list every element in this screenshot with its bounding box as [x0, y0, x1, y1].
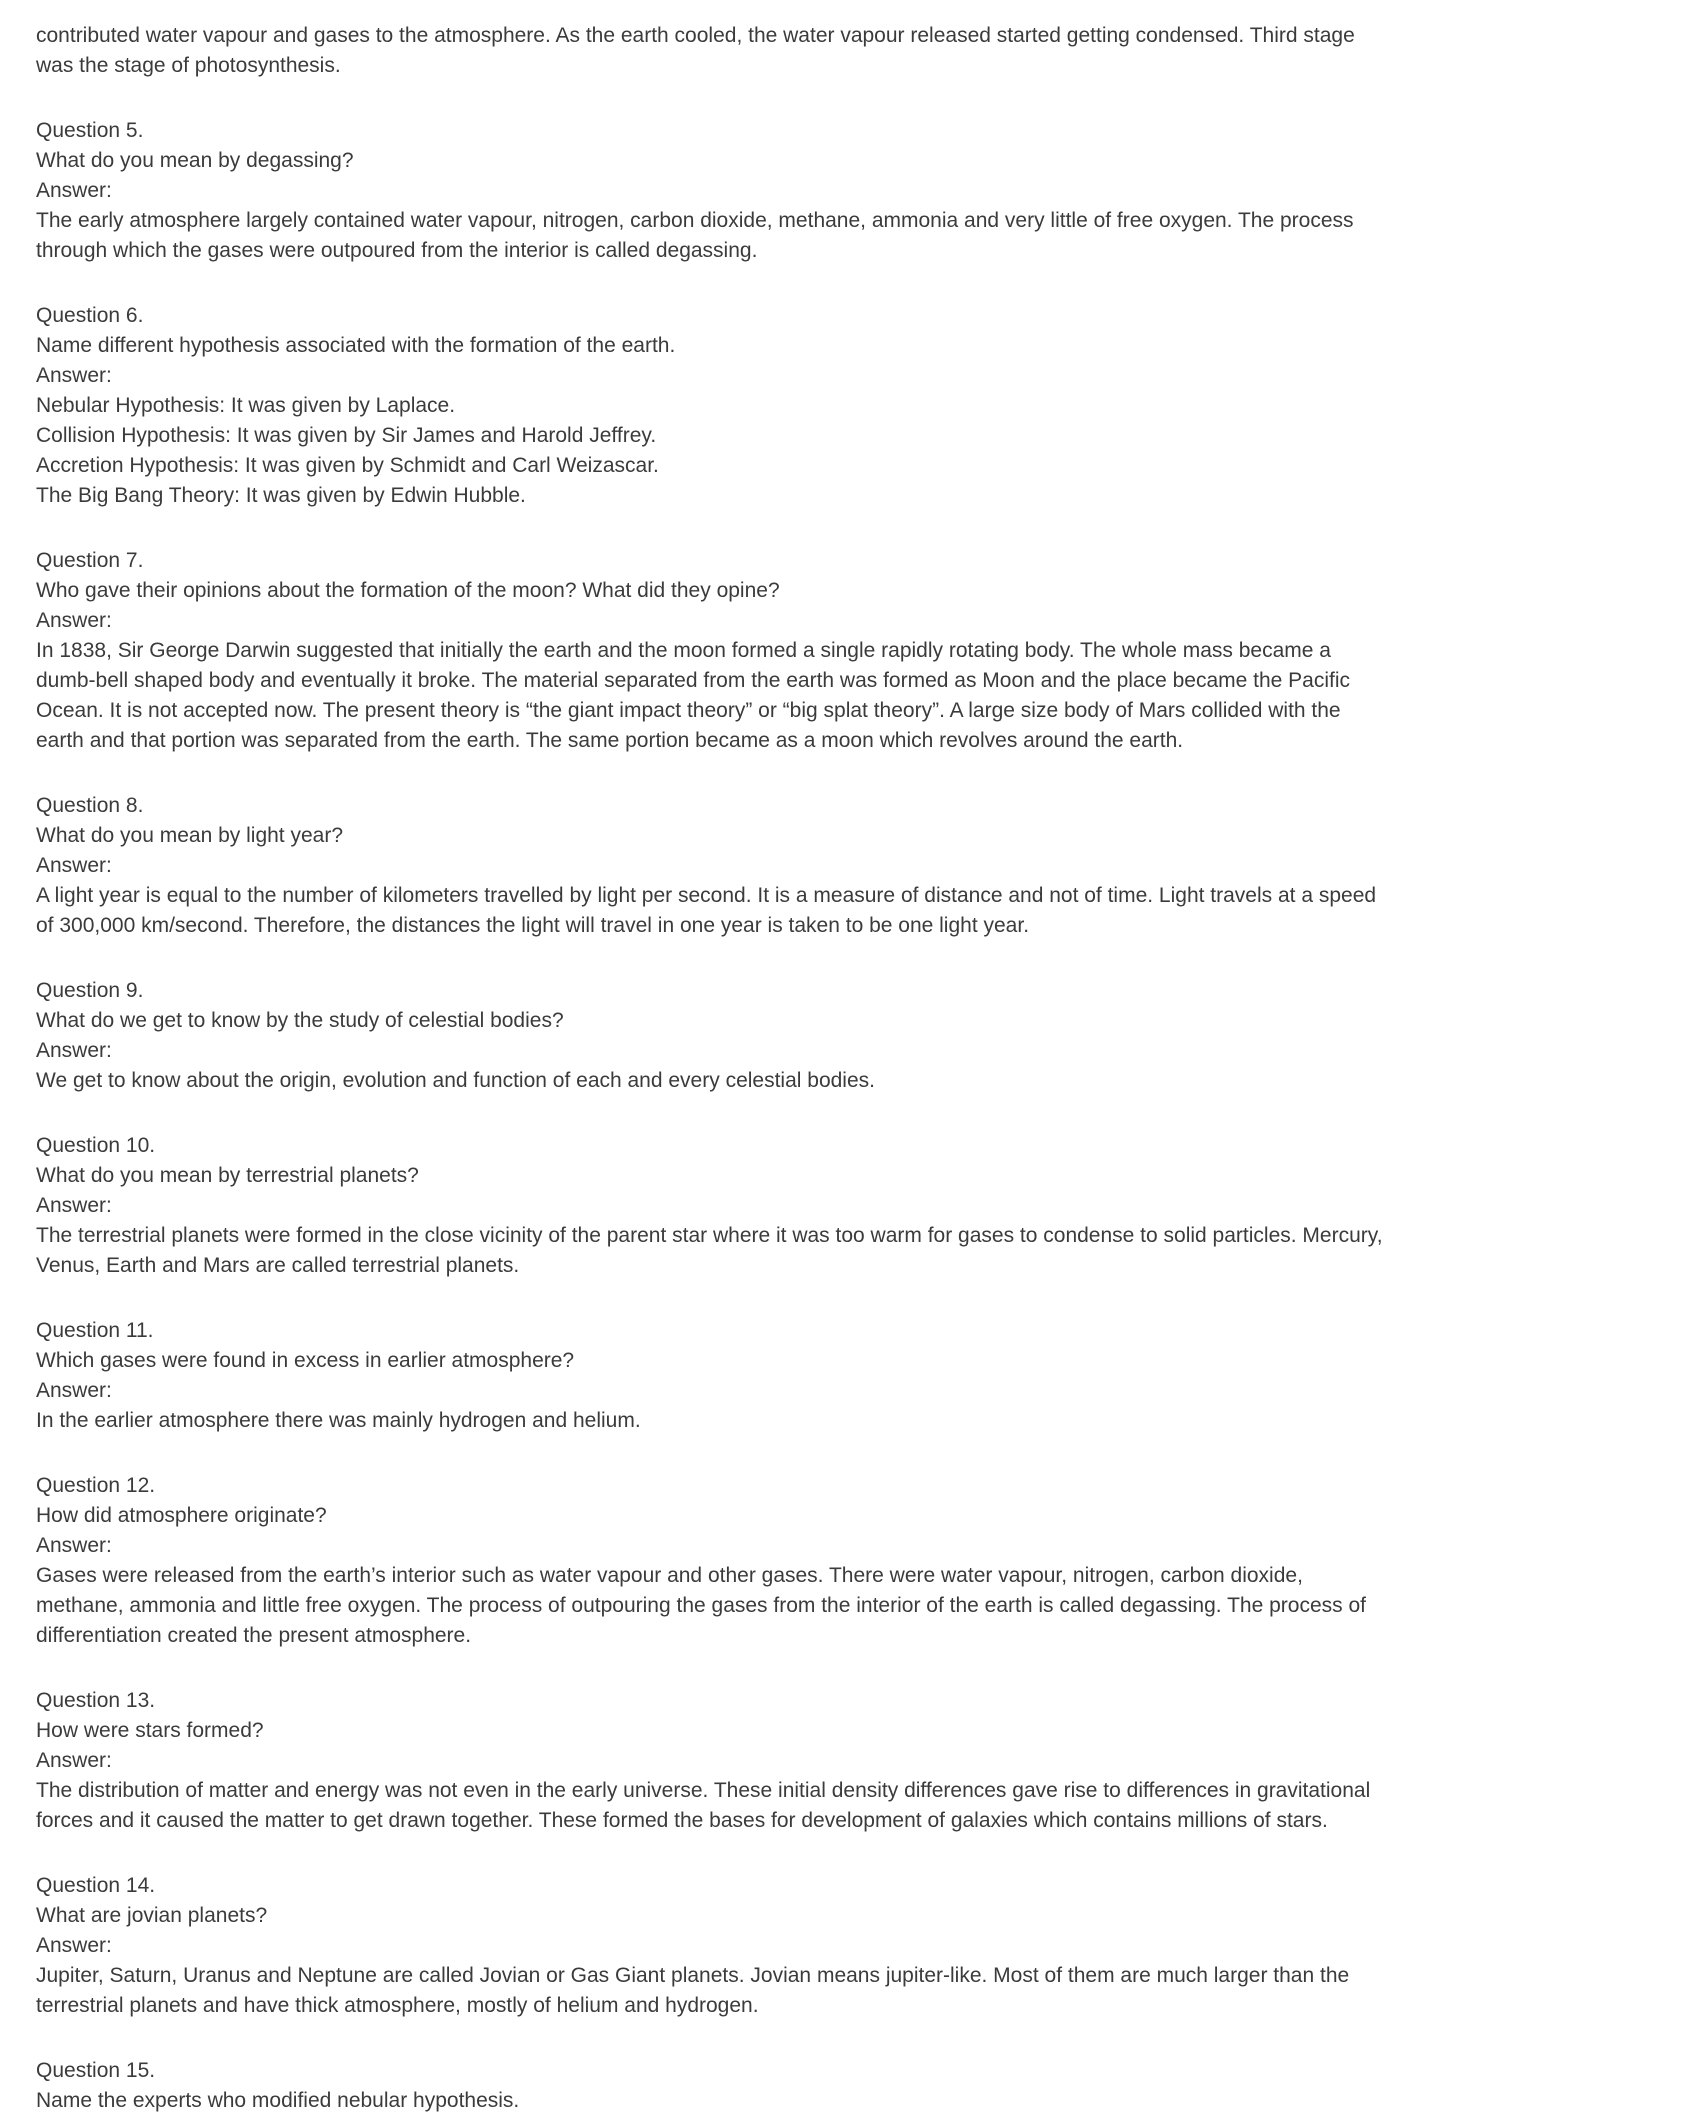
question-text: What do you mean by terrestrial planets? — [36, 1164, 419, 1187]
answer-line: In 1838, Sir George Darwin suggested that initially the earth and the moon formed a single rapidly rotating body. The whole mass became a — [36, 639, 1331, 662]
question-text: What do you mean by light year? — [36, 824, 344, 847]
question-text: What do we get to know by the study of celestial bodies? — [36, 1009, 564, 1032]
answer-line: We get to know about the origin, evolution and function of each and every celestial bodies. — [36, 1069, 875, 1092]
qa-block-question-6 — [36, 301, 1670, 511]
qa-document — [36, 21, 1670, 2116]
answer-line: The Big Bang Theory: It was given by Edwin Hubble. — [36, 484, 526, 507]
answer-line: The early atmosphere largely contained water vapour, nitrogen, carbon dioxide, methane, ammonia and very little of free oxygen. The process — [36, 209, 1354, 232]
question-text: How did atmosphere originate? — [36, 1504, 327, 1527]
qa-block-question-9 — [36, 976, 1670, 1096]
intro-paragraph — [36, 21, 1670, 81]
question-label: Question 14. — [36, 1874, 156, 1897]
answer-line: Jupiter, Saturn, Uranus and Neptune are called Jovian or Gas Giant planets. Jovian means jupiter-like. Most of them are much larger than the — [36, 1964, 1350, 1987]
answer-label: Answer: — [36, 1934, 112, 1957]
question-text: What are jovian planets? — [36, 1904, 268, 1927]
qa-block-question-14 — [36, 1871, 1670, 2021]
paragraph-line: contributed water vapour and gases to the atmosphere. As the earth cooled, the water vapour released started getting condensed. Third stage — [36, 24, 1355, 47]
question-label: Question 15. — [36, 2059, 156, 2082]
answer-label: Answer: — [36, 179, 112, 202]
question-label: Question 6. — [36, 304, 144, 327]
answer-line: In the earlier atmosphere there was mainly hydrogen and helium. — [36, 1409, 641, 1432]
qa-block-question-7 — [36, 546, 1670, 756]
question-text: What do you mean by degassing? — [36, 149, 354, 172]
answer-line: Nebular Hypothesis: It was given by Laplace. — [36, 394, 456, 417]
qa-block-question-15 — [36, 2056, 1670, 2116]
answer-line: The terrestrial planets were formed in the close vicinity of the parent star where it was too warm for gases to condense to solid particles. Mercury, — [36, 1224, 1383, 1247]
answer-label: Answer: — [36, 1379, 112, 1402]
question-label: Question 5. — [36, 119, 144, 142]
question-label: Question 13. — [36, 1689, 156, 1712]
answer-line: earth and that portion was separated from the earth. The same portion became as a moon which revolves around the earth. — [36, 729, 1184, 752]
answer-line: Accretion Hypothesis: It was given by Schmidt and Carl Weizascar. — [36, 454, 659, 477]
question-text: How were stars formed? — [36, 1719, 264, 1742]
question-label: Question 10. — [36, 1134, 156, 1157]
qa-block-question-13 — [36, 1686, 1670, 1836]
question-text: Name the experts who modified nebular hypothesis. — [36, 2089, 520, 2112]
qa-block-question-12 — [36, 1471, 1670, 1651]
answer-line: Venus, Earth and Mars are called terrestrial planets. — [36, 1254, 520, 1277]
question-label: Question 12. — [36, 1474, 156, 1497]
answer-line: Ocean. It is not accepted now. The present theory is “the giant impact theory” or “big splat theory”. A large size body of Mars collided with the — [36, 699, 1341, 722]
answer-label: Answer: — [36, 609, 112, 632]
answer-label: Answer: — [36, 854, 112, 877]
qa-block-question-5 — [36, 116, 1670, 266]
answer-line: Collision Hypothesis: It was given by Sir James and Harold Jeffrey. — [36, 424, 657, 447]
qa-block-question-11 — [36, 1316, 1670, 1436]
question-text: Name different hypothesis associated with the formation of the earth. — [36, 334, 676, 357]
question-text: Which gases were found in excess in earlier atmosphere? — [36, 1349, 575, 1372]
question-text: Who gave their opinions about the formation of the moon? What did they opine? — [36, 579, 780, 602]
qa-block-question-10 — [36, 1131, 1670, 1281]
question-label: Question 9. — [36, 979, 144, 1002]
answer-label: Answer: — [36, 1749, 112, 1772]
question-label: Question 8. — [36, 794, 144, 817]
answer-line: A light year is equal to the number of kilometers travelled by light per second. It is a measure of distance and not of time. Light travels at a speed — [36, 884, 1377, 907]
answer-line: differentiation created the present atmosphere. — [36, 1624, 472, 1647]
answer-label: Answer: — [36, 364, 112, 387]
answer-label: Answer: — [36, 1039, 112, 1062]
answer-line: forces and it caused the matter to get drawn together. These formed the bases for development of galaxies which contains millions of stars. — [36, 1809, 1328, 1832]
answer-line: terrestrial planets and have thick atmosphere, mostly of helium and hydrogen. — [36, 1994, 759, 2017]
qa-block-question-8 — [36, 791, 1670, 941]
question-label: Question 7. — [36, 549, 144, 572]
answer-line: Gases were released from the earth’s interior such as water vapour and other gases. There were water vapour, nitrogen, carbon dioxide, — [36, 1564, 1303, 1587]
answer-line: The distribution of matter and energy was not even in the early universe. These initial density differences gave rise to differences in gravitational — [36, 1779, 1371, 1802]
answer-label: Answer: — [36, 1534, 112, 1557]
answer-line: methane, ammonia and little free oxygen. The process of outpouring the gases from the interior of the earth is called degassing. The process of — [36, 1594, 1366, 1617]
paragraph-line: was the stage of photosynthesis. — [36, 54, 341, 77]
answer-line: dumb-bell shaped body and eventually it broke. The material separated from the earth was formed as Moon and the place became the Pacific — [36, 669, 1351, 692]
answer-label: Answer: — [36, 1194, 112, 1217]
answer-line: through which the gases were outpoured from the interior is called degassing. — [36, 239, 758, 262]
question-label: Question 11. — [36, 1319, 154, 1342]
answer-line: of 300,000 km/second. Therefore, the distances the light will travel in one year is taken to be one light year. — [36, 914, 1030, 937]
